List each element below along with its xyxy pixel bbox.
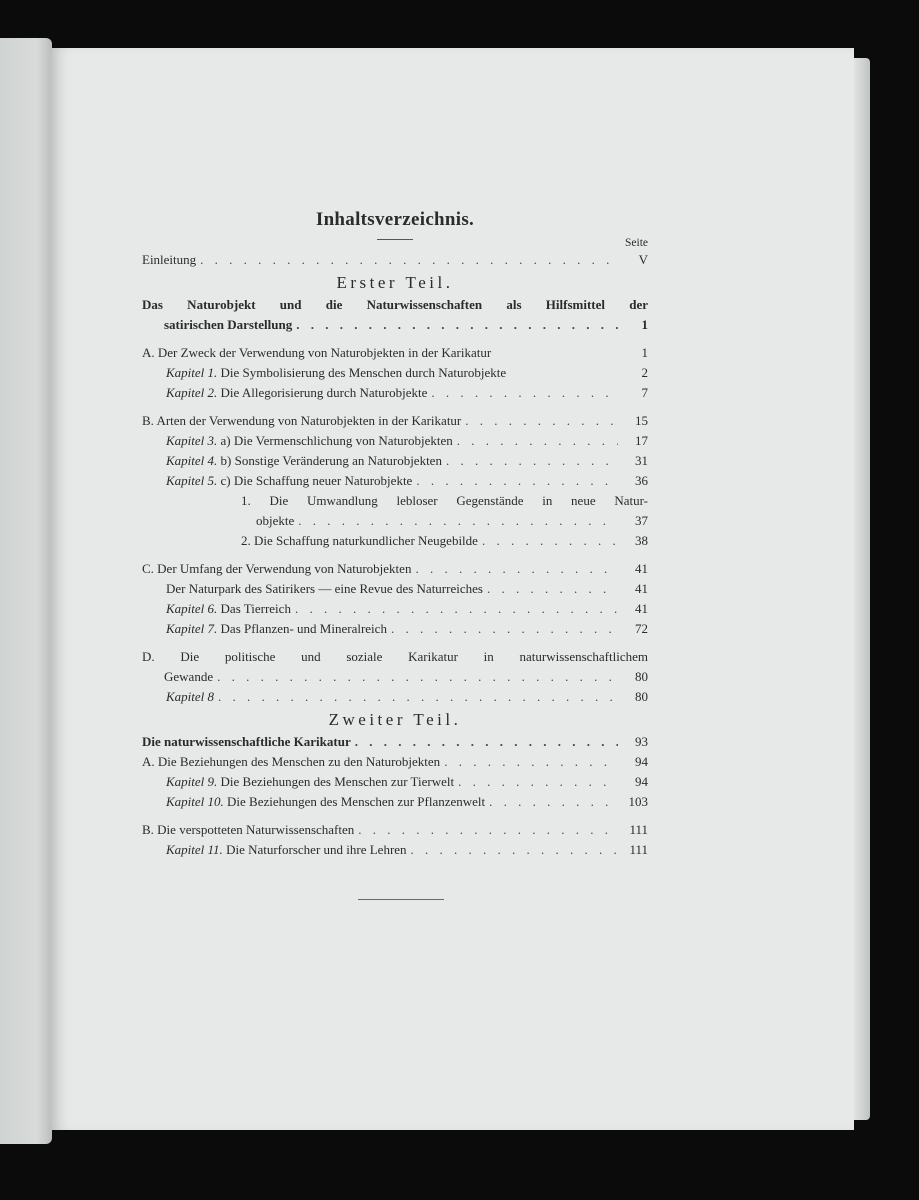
toc-entry-kapitel-11: Kapitel 11. Die Naturforscher und ihre Lehren . . . 111 xyxy=(142,840,648,860)
book-page xyxy=(50,48,854,1130)
facing-page-edge xyxy=(0,38,52,1144)
toc-entry-einleitung: Einleitung . . . V xyxy=(142,250,648,270)
page-number: 111 xyxy=(629,842,648,857)
dot-leader xyxy=(457,431,618,451)
toc-entry-kapitel-5: Kapitel 5. c) Die Schaffung neuer Naturobjekte . . . 36 xyxy=(142,471,648,491)
toc-entry-kapitel-6: Kapitel 6. Das Tierreich . . . 41 xyxy=(142,599,648,619)
dot-leader xyxy=(482,531,618,551)
page-number: 36 xyxy=(635,473,648,488)
toc-entry-1b: B. Arten der Verwendung von Naturobjekten in der Karikatur . . . 15 xyxy=(142,411,648,431)
dot-leader xyxy=(298,511,618,531)
page-number: 31 xyxy=(635,453,648,468)
toc-entry-kapitel-3: Kapitel 3. a) Die Vermenschlichung von Naturobjekten . . . 17 xyxy=(142,431,648,451)
toc-title: Inhaltsverzeichnis. xyxy=(315,209,475,230)
page-number: 37 xyxy=(635,513,648,528)
page-number: 93 xyxy=(635,734,648,749)
dot-leader xyxy=(296,315,618,335)
dot-leader xyxy=(431,383,618,403)
dot-leader xyxy=(458,772,618,792)
page-number: V xyxy=(638,252,648,267)
dot-leader xyxy=(391,619,618,639)
toc-entry-1a: A. Der Zweck der Verwendung von Naturobjekten in der Karikatur 1 xyxy=(142,343,648,363)
page-number: 38 xyxy=(635,533,648,548)
toc-entry-2a: A. Die Beziehungen des Menschen zu den Naturobjekten . . . 94 xyxy=(142,752,648,772)
dot-leader xyxy=(355,732,618,752)
toc-entry-1d: D. Die politische und soziale Karikatur in naturwissenschaftlichem xyxy=(142,649,648,664)
toc-entry-sub-1-cont: objekte . . . 37 xyxy=(142,511,648,531)
dot-leader xyxy=(200,250,618,270)
part-heading-2: Zweiter Teil. xyxy=(328,710,462,729)
toc-entry-kapitel-8: Kapitel 8 . . . 80 xyxy=(142,687,648,707)
dot-leader xyxy=(489,792,618,812)
toc-entry-kapitel-9: Kapitel 9. Die Beziehungen des Menschen zur Tierwelt . . . 94 xyxy=(142,772,648,792)
dot-leader xyxy=(487,579,618,599)
page-number: 2 xyxy=(641,365,648,380)
page-number: 80 xyxy=(635,689,648,704)
toc-entry-1c-sub: Der Naturpark des Satirikers — eine Revue des Naturreiches . . . 41 xyxy=(142,579,648,599)
toc-entry-part2-intro: Die naturwissenschaftliche Karikatur . . . 93 xyxy=(142,732,648,752)
part-heading-1: Erster Teil. xyxy=(336,273,454,292)
dot-leader xyxy=(444,752,618,772)
toc-entry-1d-cont: Gewande . . . 80 xyxy=(142,667,648,687)
page-number: 41 xyxy=(635,601,648,616)
dot-leader xyxy=(411,840,618,860)
toc-entry-kapitel-2: Kapitel 2. Die Allegorisierung durch Naturobjekte . . . 7 xyxy=(142,383,648,403)
toc-entry-part1-intro: Das Naturobjekt und die Naturwissenschaften als Hilfsmittel der xyxy=(142,297,648,312)
page-number: 103 xyxy=(628,794,648,809)
dot-leader xyxy=(358,820,618,840)
page-number: 1 xyxy=(641,317,648,332)
dot-leader xyxy=(415,559,618,579)
page-number: 1 xyxy=(641,345,648,360)
toc-entry-2b: B. Die verspotteten Naturwissenschaften . . . 111 xyxy=(142,820,648,840)
toc-entry-kapitel-10: Kapitel 10. Die Beziehungen des Menschen zur Pflanzenwelt . . . 103 xyxy=(142,792,648,812)
dot-leader xyxy=(295,599,618,619)
page-number: 7 xyxy=(641,385,648,400)
page-number: 17 xyxy=(635,433,648,448)
toc-entry-kapitel-7: Kapitel 7. Das Pflanzen- und Mineralreich . . . 72 xyxy=(142,619,648,639)
dot-leader xyxy=(446,451,618,471)
dot-leader xyxy=(218,687,618,707)
toc-entry-1c: C. Der Umfang der Verwendung von Naturobjekten . . . 41 xyxy=(142,559,648,579)
toc-entry-kapitel-1: Kapitel 1. Die Symbolisierung des Menschen durch Naturobjekte 2 xyxy=(142,363,648,383)
toc-entry-sub-2: 2. Die Schaffung naturkundlicher Neugebilde . . . 38 xyxy=(142,531,648,551)
page-number: 41 xyxy=(635,581,648,596)
seite-header: Seite xyxy=(625,237,648,249)
dot-leader xyxy=(416,471,618,491)
dot-leader xyxy=(465,411,618,431)
toc-entry-kapitel-4: Kapitel 4. b) Sonstige Veränderung an Naturobjekten . . . 31 xyxy=(142,451,648,471)
page-number: 80 xyxy=(635,669,648,684)
dot-leader xyxy=(217,667,618,687)
end-rule xyxy=(358,899,444,900)
toc-entry-sub-1: 1. Die Umwandlung lebloser Gegenstände in neue Natur- xyxy=(241,493,648,508)
page-number: 94 xyxy=(635,774,648,789)
page-number: 94 xyxy=(635,754,648,769)
table-of-contents xyxy=(142,208,648,860)
page-number: 111 xyxy=(629,822,648,837)
page-number: 41 xyxy=(635,561,648,576)
toc-entry-part1-intro-cont: satirischen Darstellung . . . 1 xyxy=(142,315,648,335)
page-number: 15 xyxy=(635,413,648,428)
page-number: 72 xyxy=(635,621,648,636)
